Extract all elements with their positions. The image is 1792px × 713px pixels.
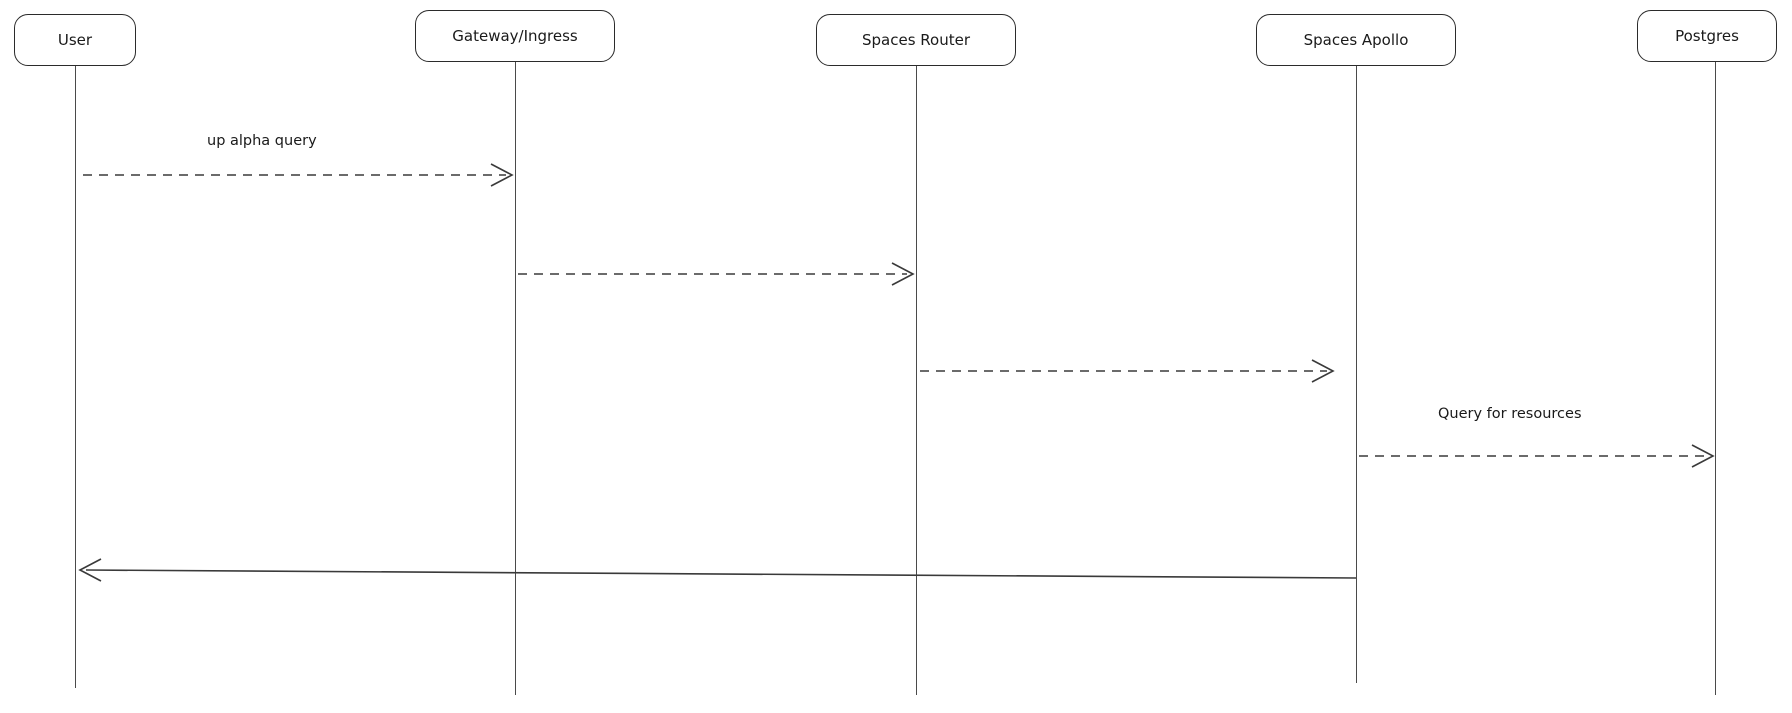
message-label-query-for-resources: Query for resources bbox=[1438, 406, 1582, 422]
participant-user[interactable]: User bbox=[14, 14, 136, 66]
participant-apollo[interactable]: Spaces Apollo bbox=[1256, 14, 1456, 66]
message-arrow-gateway-to-router bbox=[518, 263, 913, 285]
message-arrow-apollo-to-user bbox=[80, 559, 1356, 581]
message-arrow-router-to-apollo bbox=[920, 360, 1333, 382]
participant-router[interactable]: Spaces Router bbox=[816, 14, 1016, 66]
participant-postgres[interactable]: Postgres bbox=[1637, 10, 1777, 62]
participant-gateway[interactable]: Gateway/Ingress bbox=[415, 10, 615, 62]
message-label-up-alpha-query: up alpha query bbox=[207, 133, 317, 149]
message-arrow-up-alpha-query bbox=[83, 164, 512, 186]
message-arrow-query-for-resources bbox=[1359, 445, 1713, 467]
